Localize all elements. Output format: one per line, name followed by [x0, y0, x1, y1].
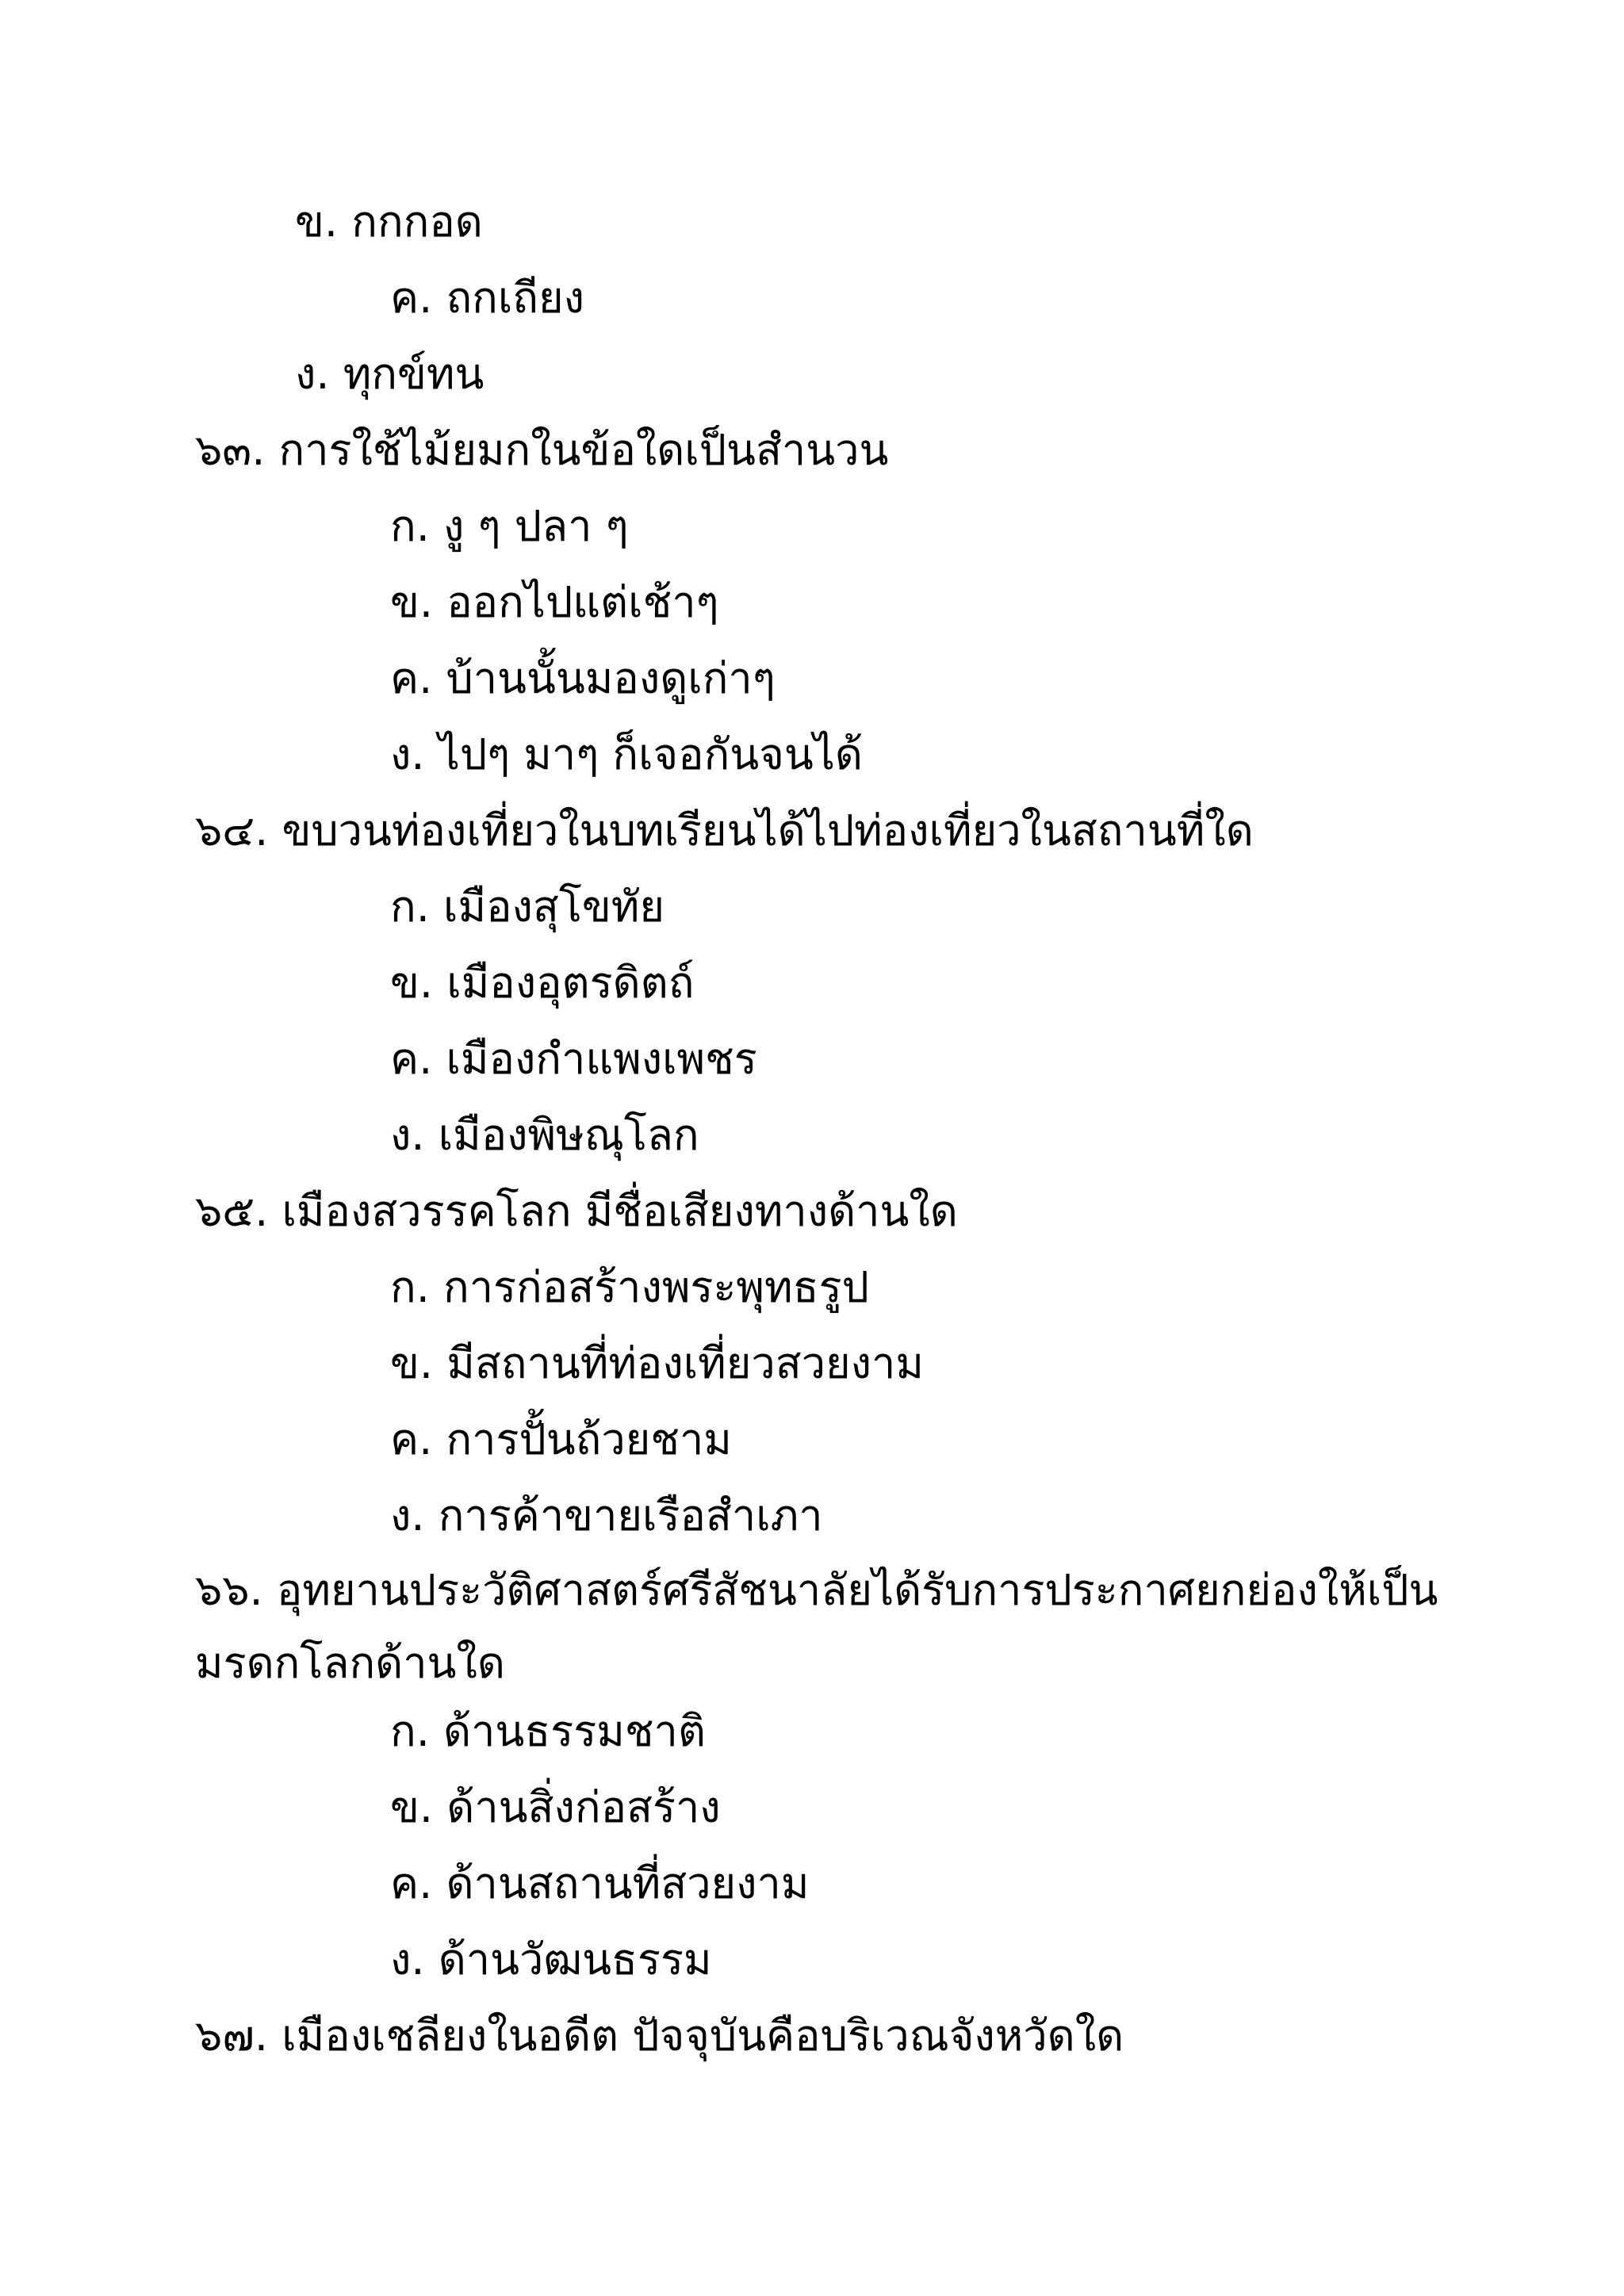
q62-option-kho: ข. กกกอด — [295, 197, 483, 247]
q65-option-ngo: ง. การค้าขายเรือสำเภา — [390, 1490, 823, 1540]
q65-option-ko: ก. การก่อสร้างพระพุทธรูป — [390, 1262, 869, 1312]
q63-option-ngo: ง. ไปๆ มาๆ ก็เจอกันจนได้ — [390, 729, 864, 779]
question-63: ๖๓. การใช้ไม้ยมกในข้อใดเป็นสำนวน — [195, 425, 889, 475]
q63-option-kho2: ค. บ้านนั้นมองดูเก่าๆ — [390, 653, 776, 703]
question-65: ๖๕. เมืองสวรรคโลก มีชื่อเสียงทางด้านใด — [195, 1186, 958, 1236]
q63-option-ko: ก. งู ๆ ปลา ๆ — [390, 501, 629, 551]
q63-option-kho: ข. ออกไปแต่เช้าๆ — [390, 577, 719, 627]
q64-option-ngo: ง. เมืองพิษณุโลก — [390, 1110, 699, 1160]
q65-option-kho: ข. มีสถานที่ท่องเที่ยวสวยงาม — [390, 1338, 924, 1388]
q64-option-ko: ก. เมืองสุโขทัย — [390, 882, 665, 932]
q66-option-ko: ก. ด้านธรรมชาติ — [390, 1706, 706, 1756]
q62-option-kho2: ค. ถกเถียง — [390, 273, 585, 323]
question-66: ๖๖. อุทยานประวัติศาสตร์ศรีสัชนาลัยได้รับการประกาศยกย่องให้เป็นมรดกโลกด้านใด — [195, 1565, 1438, 1688]
q66-option-kho2: ค. ด้านสถานที่สวยงาม — [390, 1858, 810, 1908]
q64-option-kho2: ค. เมืองกำแพงเพชร — [390, 1034, 757, 1084]
question-64: ๖๔. ขบวนท่องเที่ยวในบทเรียนได้ไปท่องเที่ยวในสถานที่ใด — [195, 806, 1254, 855]
q66-option-kho: ข. ด้านสิ่งก่อสร้าง — [390, 1782, 721, 1832]
q64-option-kho: ข. เมืองอุตรดิตถ์ — [390, 958, 695, 1008]
q62-option-ngo: ง. ทุกข์ทน — [295, 349, 485, 399]
question-67: ๖๗. เมืองเชลียงในอดีต ปัจจุบันคือบริเวณจังหวัดใด — [195, 2011, 1124, 2061]
q65-option-kho2: ค. การปั้นถ้วยชาม — [390, 1414, 732, 1464]
q66-option-ngo: ง. ด้านวัฒนธรรม — [390, 1934, 712, 1984]
